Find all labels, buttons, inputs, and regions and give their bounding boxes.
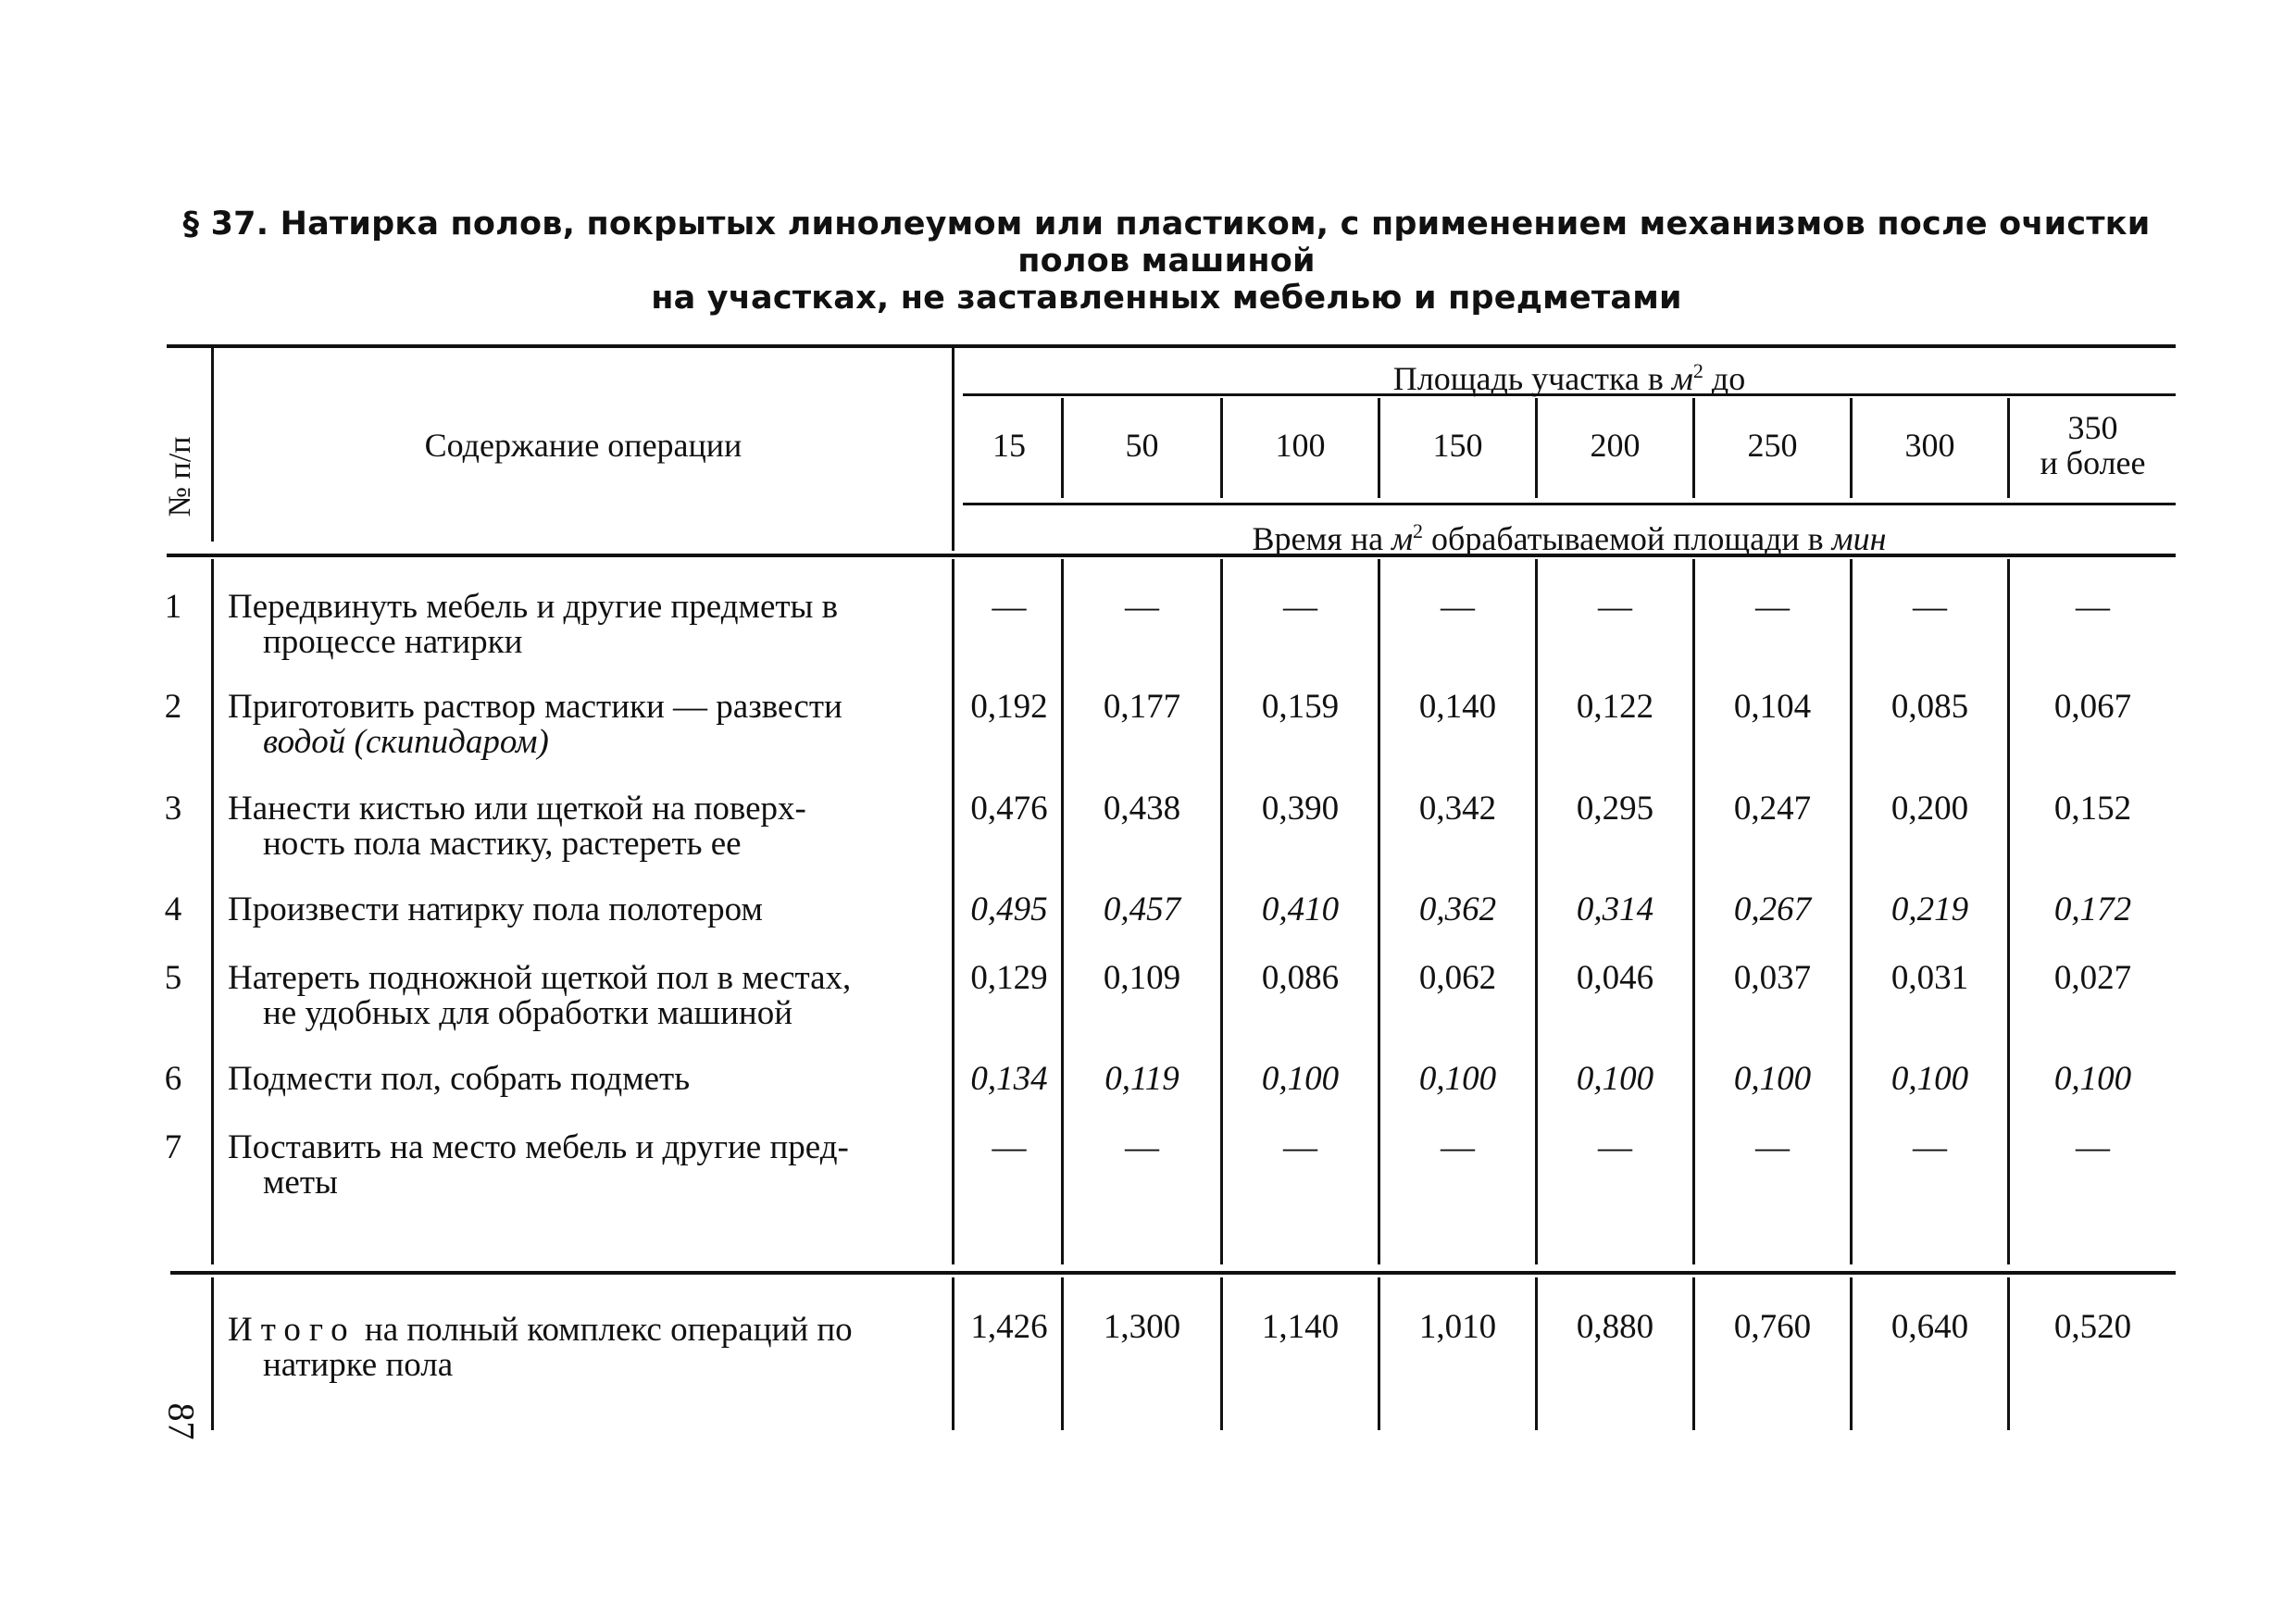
row-value-cell: 0,438 <box>1103 790 1181 828</box>
total-separator-rule <box>170 1271 2176 1275</box>
area-header-prefix: Площадь участка в <box>1392 360 1664 397</box>
row-value-cell: — <box>992 588 1027 626</box>
col-num-header: № п/п <box>163 436 197 517</box>
row-value-cell: — <box>2076 1128 2110 1166</box>
total-value-cell: 0,880 <box>1576 1308 1654 1346</box>
row-value-cell: 0,192 <box>970 688 1048 726</box>
row-value-cell: 0,129 <box>970 959 1048 997</box>
row-value-cell: 0,295 <box>1576 790 1654 828</box>
area-col-300: 300 <box>1904 427 1955 464</box>
time-header-prefix: Время на <box>1252 520 1384 557</box>
row-description-line-1: Подмести пол, собрать подметь <box>228 1060 691 1098</box>
col-desc-header: Содержание операции <box>424 427 742 464</box>
row-value-cell: 0,046 <box>1576 959 1654 997</box>
total-divider-col-100 <box>1378 1277 1380 1430</box>
area-col-350-extra: и более <box>2040 444 2146 481</box>
total-value-cell: 1,300 <box>1103 1308 1181 1346</box>
header-divider-num <box>211 347 214 542</box>
row-value-cell: 0,100 <box>1418 1060 1497 1098</box>
row-value-cell: 0,159 <box>1261 688 1340 726</box>
row-number: 5 <box>164 959 182 997</box>
row-value-cell: — <box>1755 588 1790 626</box>
row-value-cell: 0,390 <box>1261 790 1340 828</box>
total-divider-col-200 <box>1692 1277 1695 1430</box>
row-description <box>228 1062 931 1097</box>
total-description-line-2: натирке пола <box>263 1346 454 1384</box>
total-value-cell: 0,640 <box>1890 1308 1969 1346</box>
area-header <box>963 354 2176 396</box>
row-value-cell: — <box>992 1128 1027 1166</box>
row-description-line-1: Натереть подножной щеткой пол в местах, <box>228 959 852 997</box>
row-value-cell: 0,119 <box>1104 1060 1179 1098</box>
total-value-cell: 1,010 <box>1418 1308 1497 1346</box>
row-value-cell: 0,342 <box>1418 790 1497 828</box>
row-description <box>228 892 931 928</box>
row-value-cell: 0,267 <box>1733 890 1812 928</box>
section-title <box>176 205 2157 317</box>
area-col-50: 50 <box>1125 427 1159 464</box>
row-description-line-2: не удобных для обработки машиной <box>263 994 793 1032</box>
total-description-rest: на полный комплекс операций по <box>364 1311 853 1349</box>
row-description-line-1: Произвести натирку пола полотером <box>228 890 763 928</box>
area-col-15: 15 <box>992 427 1026 464</box>
time-header-rule <box>963 503 2176 505</box>
row-value-cell: 0,027 <box>2053 959 2132 997</box>
time-header-unit: м <box>1391 520 1414 557</box>
row-value-cell: — <box>1441 1128 1475 1166</box>
row-number: 6 <box>164 1060 182 1098</box>
header-divider-desc <box>952 347 955 551</box>
row-value-cell: — <box>1755 1128 1790 1166</box>
row-description <box>228 690 931 760</box>
body-divider-num <box>211 559 214 1264</box>
row-value-cell: 0,314 <box>1576 890 1654 928</box>
page-number: 87 <box>160 1402 203 1440</box>
row-value-cell: 0,037 <box>1733 959 1812 997</box>
row-value-cell: — <box>2076 588 2110 626</box>
total-description-line-1 <box>228 1313 931 1348</box>
row-value-cell: 0,100 <box>1576 1060 1654 1098</box>
row-value-cell: 0,100 <box>1261 1060 1340 1098</box>
area-header-suffix: до <box>1711 360 1746 397</box>
row-description-line-1: Приготовить раствор мастики — развести <box>228 688 842 726</box>
row-value-cell: 0,104 <box>1733 688 1812 726</box>
row-value-cell: 0,219 <box>1890 890 1969 928</box>
total-value-cell: 1,426 <box>970 1308 1048 1346</box>
row-description-line-1: Нанести кистью или щеткой на поверх- <box>228 790 806 828</box>
area-col-100: 100 <box>1275 427 1326 464</box>
row-value-cell: 0,140 <box>1418 688 1497 726</box>
row-value-cell: 0,085 <box>1890 688 1969 726</box>
row-value-cell: — <box>1913 588 1947 626</box>
area-col-200: 200 <box>1590 427 1641 464</box>
total-label: Итого <box>228 1311 356 1349</box>
row-number: 4 <box>164 890 182 928</box>
row-description <box>228 791 931 862</box>
row-value-cell: — <box>1283 588 1317 626</box>
total-divider-col-150 <box>1535 1277 1538 1430</box>
row-number: 2 <box>164 688 182 726</box>
row-value-cell: 0,410 <box>1261 890 1340 928</box>
row-value-cell: 0,109 <box>1103 959 1181 997</box>
total-description <box>228 1313 931 1383</box>
time-header-sup: 2 <box>1413 519 1424 542</box>
row-value-cell: — <box>1913 1128 1947 1166</box>
row-value-cell: 0,247 <box>1733 790 1812 828</box>
row-description-line-2: меты <box>263 1164 338 1202</box>
row-description <box>228 1130 931 1201</box>
row-value-cell: 0,172 <box>2053 890 2132 928</box>
row-value-cell: 0,476 <box>970 790 1048 828</box>
table-top-rule <box>167 344 2176 348</box>
total-divider-col-50 <box>1220 1277 1223 1430</box>
area-col-350 <box>2010 410 2176 480</box>
row-value-cell: 0,200 <box>1890 790 1969 828</box>
total-value-cell: 1,140 <box>1261 1308 1340 1346</box>
area-header-unit: м <box>1671 360 1693 397</box>
row-value-cell: — <box>1125 1128 1159 1166</box>
row-description-line-2: водой (скипидаром) <box>263 723 549 761</box>
total-divider-col-300 <box>2007 1277 2010 1430</box>
row-value-cell: 0,152 <box>2053 790 2132 828</box>
row-description-line-1: Передвинуть мебель и другие предметы в <box>228 588 839 626</box>
row-description <box>228 961 931 1031</box>
row-value-cell: 0,067 <box>2053 688 2132 726</box>
row-value-cell: 0,177 <box>1103 688 1181 726</box>
row-value-cell: — <box>1441 588 1475 626</box>
time-header <box>963 514 2176 556</box>
row-number: 3 <box>164 790 182 828</box>
row-value-cell: 0,457 <box>1103 890 1181 928</box>
total-value-cell: 0,760 <box>1733 1308 1812 1346</box>
row-value-cell: 0,495 <box>970 890 1048 928</box>
area-col-250: 250 <box>1747 427 1798 464</box>
row-value-cell: — <box>1283 1128 1317 1166</box>
row-value-cell: 0,100 <box>1890 1060 1969 1098</box>
row-number: 7 <box>164 1128 182 1166</box>
section-title-line-1: § 37. Натирка полов, покрытых линолеумом или пластиком, с применением механизмов после очистки полов машиной <box>182 205 2151 280</box>
area-col-150: 150 <box>1432 427 1483 464</box>
section-title-line-2: на участках, не заставленных мебелью и предметами <box>651 280 1682 317</box>
row-description-line-2: ность пола мастику, растереть ее <box>263 825 742 863</box>
row-value-cell: 0,086 <box>1261 959 1340 997</box>
total-divider-col-15 <box>1061 1277 1064 1430</box>
total-divider-col-250 <box>1850 1277 1853 1430</box>
row-value-cell: 0,100 <box>2053 1060 2132 1098</box>
row-value-cell: 0,362 <box>1418 890 1497 928</box>
time-header-middle: обрабатываемой площади в <box>1431 520 1824 557</box>
row-number: 1 <box>164 588 182 626</box>
row-value-cell: — <box>1598 1128 1632 1166</box>
time-header-suffix: мин <box>1831 520 1887 557</box>
row-value-cell: 0,031 <box>1890 959 1969 997</box>
area-header-sup: 2 <box>1692 359 1703 382</box>
row-description <box>228 590 931 660</box>
total-divider-num <box>211 1277 214 1430</box>
row-value-cell: 0,122 <box>1576 688 1654 726</box>
total-divider-desc <box>952 1277 955 1430</box>
total-value-cell: 0,520 <box>2053 1308 2132 1346</box>
row-description-line-1: Поставить на место мебель и другие пред- <box>228 1128 849 1166</box>
body-divider-desc <box>952 559 955 1264</box>
row-value-cell: 0,100 <box>1733 1060 1812 1098</box>
row-description-line-2: процессе натирки <box>263 623 523 661</box>
row-value-cell: — <box>1598 588 1632 626</box>
row-value-cell: 0,062 <box>1418 959 1497 997</box>
row-value-cell: — <box>1125 588 1159 626</box>
area-col-350-value: 350 <box>2067 409 2118 446</box>
row-value-cell: 0,134 <box>970 1060 1048 1098</box>
